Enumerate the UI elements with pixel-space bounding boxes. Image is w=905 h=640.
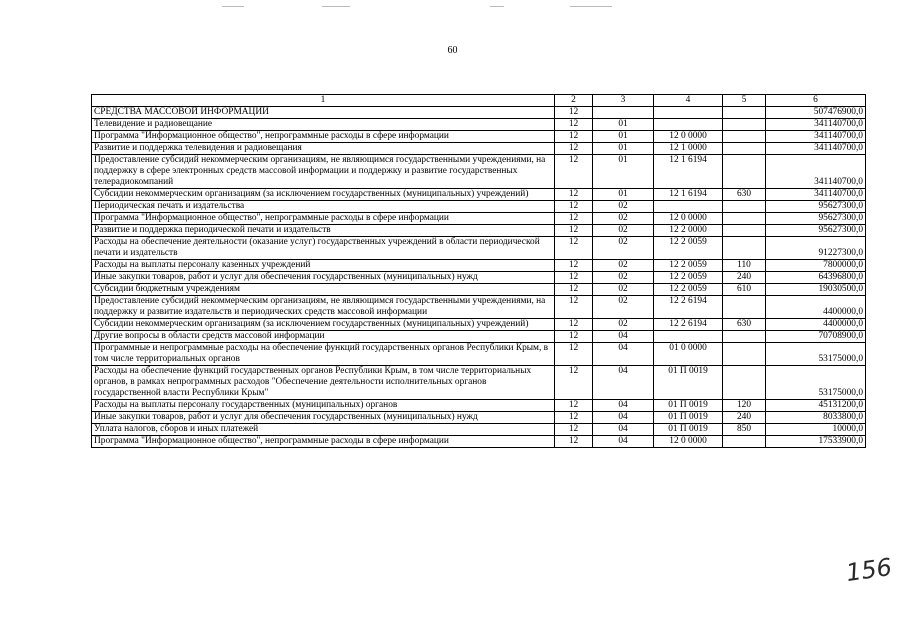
amount-cell: 70708900,0 [766, 331, 866, 343]
header-cell: 3 [593, 95, 654, 107]
expense-type-code-cell: 630 [723, 319, 766, 331]
subsection-code-cell: 04 [593, 343, 654, 366]
amount-cell: 95627300,0 [766, 213, 866, 225]
section-code-cell: 12 [555, 131, 593, 143]
row-name-cell: СРЕДСТВА МАССОВОЙ ИНФОРМАЦИИ [92, 107, 555, 119]
amount-cell: 45131200,0 [766, 400, 866, 412]
target-article-code-cell: 01 П 0019 [654, 400, 723, 412]
header-row [92, 95, 866, 107]
row-name-cell: Телевидение и радиовещание [92, 119, 555, 131]
section-code-cell: 12 [555, 343, 593, 366]
subsection-code-cell: 04 [593, 366, 654, 400]
amount-cell: 64396800,0 [766, 272, 866, 284]
target-article-code-cell [654, 331, 723, 343]
header-cell: 6 [766, 95, 866, 107]
section-code-cell: 12 [555, 366, 593, 400]
subsection-code-cell: 02 [593, 225, 654, 237]
subsection-code-cell: 04 [593, 436, 654, 448]
table-row [92, 213, 866, 225]
expense-type-code-cell [723, 225, 766, 237]
section-code-cell: 12 [555, 331, 593, 343]
header-cell: 5 [723, 95, 766, 107]
scan-artifact [322, 6, 350, 7]
row-name-cell: Субсидии некоммерческим организациям (за исключением государственных (муниципальных) учреждений) [92, 189, 555, 201]
amount-cell: 341140700,0 [766, 155, 866, 189]
table-row [92, 296, 866, 319]
table-row [92, 189, 866, 201]
section-code-cell: 12 [555, 213, 593, 225]
target-article-code-cell: 12 2 0059 [654, 260, 723, 272]
budget-table [91, 94, 866, 448]
section-code-cell: 12 [555, 436, 593, 448]
target-article-code-cell: 01 П 0019 [654, 412, 723, 424]
subsection-code-cell: 01 [593, 143, 654, 155]
section-code-cell: 12 [555, 107, 593, 119]
row-name-cell: Предоставление субсидий некоммерческим организациям, не являющимся государственными учреждениями, на поддержку в сфере электронных средств массовой информации и поддержку и развитие государственных телерадиокомпаний [92, 155, 555, 189]
expense-type-code-cell: 850 [723, 424, 766, 436]
expense-type-code-cell: 240 [723, 412, 766, 424]
amount-cell: 4400000,0 [766, 319, 866, 331]
subsection-code-cell: 02 [593, 260, 654, 272]
row-name-cell: Программные и непрограммные расходы на обеспечение функций государственных органов Республики Крым, в том числе территориальных органов [92, 343, 555, 366]
expense-type-code-cell: 610 [723, 284, 766, 296]
subsection-code-cell: 02 [593, 284, 654, 296]
amount-cell: 53175000,0 [766, 366, 866, 400]
target-article-code-cell: 12 1 6194 [654, 189, 723, 201]
header-cell: 4 [654, 95, 723, 107]
expense-type-code-cell [723, 436, 766, 448]
target-article-code-cell: 12 1 6194 [654, 155, 723, 189]
target-article-code-cell: 12 2 0000 [654, 225, 723, 237]
table-row [92, 237, 866, 260]
scan-artifact [222, 6, 244, 7]
header-cell: 2 [555, 95, 593, 107]
target-article-code-cell: 01 0 0000 [654, 343, 723, 366]
section-code-cell: 12 [555, 400, 593, 412]
amount-cell: 7800000,0 [766, 260, 866, 272]
target-article-code-cell: 01 П 0019 [654, 366, 723, 400]
row-name-cell: Программа "Информационное общество", непрограммные расходы в сфере информации [92, 436, 555, 448]
target-article-code-cell [654, 119, 723, 131]
section-code-cell: 12 [555, 260, 593, 272]
section-code-cell: 12 [555, 119, 593, 131]
section-code-cell: 12 [555, 143, 593, 155]
amount-cell: 19030500,0 [766, 284, 866, 296]
expense-type-code-cell [723, 237, 766, 260]
expense-type-code-cell [723, 296, 766, 319]
row-name-cell: Развитие и поддержка периодической печати и издательств [92, 225, 555, 237]
table-row [92, 400, 866, 412]
subsection-code-cell: 04 [593, 424, 654, 436]
scan-artifact [490, 6, 504, 7]
subsection-code-cell: 02 [593, 319, 654, 331]
section-code-cell: 12 [555, 201, 593, 213]
target-article-code-cell: 12 2 6194 [654, 296, 723, 319]
table-row [92, 225, 866, 237]
table-row [92, 272, 866, 284]
section-code-cell: 12 [555, 296, 593, 319]
subsection-code-cell: 04 [593, 400, 654, 412]
row-name-cell: Иные закупки товаров, работ и услуг для обеспечения государственных (муниципальных) нужд [92, 272, 555, 284]
expense-type-code-cell [723, 201, 766, 213]
section-code-cell: 12 [555, 225, 593, 237]
expense-type-code-cell [723, 143, 766, 155]
section-code-cell: 12 [555, 412, 593, 424]
row-name-cell: Предоставление субсидий некоммерческим организациям, не являющимся государственными учреждениями, на поддержку и развитие издательств и периодических средств массовой информации [92, 296, 555, 319]
handwritten-page-mark: 156 [844, 552, 894, 588]
row-name-cell: Программа "Информационное общество", непрограммные расходы в сфере информации [92, 131, 555, 143]
section-code-cell: 12 [555, 189, 593, 201]
subsection-code-cell: 01 [593, 119, 654, 131]
target-article-code-cell: 12 0 0000 [654, 436, 723, 448]
subsection-code-cell: 02 [593, 237, 654, 260]
table-row [92, 412, 866, 424]
scan-artifact [570, 6, 612, 7]
row-name-cell: Субсидии бюджетным учреждениям [92, 284, 555, 296]
subsection-code-cell: 02 [593, 272, 654, 284]
subsection-code-cell: 04 [593, 331, 654, 343]
table-row [92, 319, 866, 331]
target-article-code-cell: 12 2 0059 [654, 237, 723, 260]
amount-cell: 4400000,0 [766, 296, 866, 319]
expense-type-code-cell [723, 155, 766, 189]
subsection-code-cell: 01 [593, 155, 654, 189]
target-article-code-cell: 12 0 0000 [654, 213, 723, 225]
section-code-cell: 12 [555, 237, 593, 260]
row-name-cell: Уплата налогов, сборов и иных платежей [92, 424, 555, 436]
section-code-cell: 12 [555, 272, 593, 284]
table-row [92, 436, 866, 448]
expense-type-code-cell [723, 131, 766, 143]
table-row [92, 119, 866, 131]
amount-cell: 53175000,0 [766, 343, 866, 366]
target-article-code-cell [654, 201, 723, 213]
target-article-code-cell: 12 2 0059 [654, 284, 723, 296]
row-name-cell: Развитие и поддержка телевидения и радиовещания [92, 143, 555, 155]
row-name-cell: Другие вопросы в области средств массовой информации [92, 331, 555, 343]
amount-cell: 341140700,0 [766, 189, 866, 201]
amount-cell: 341140700,0 [766, 131, 866, 143]
section-code-cell: 12 [555, 284, 593, 296]
page-number: 60 [447, 45, 458, 56]
amount-cell: 95627300,0 [766, 225, 866, 237]
expense-type-code-cell [723, 119, 766, 131]
target-article-code-cell [654, 107, 723, 119]
expense-type-code-cell: 120 [723, 400, 766, 412]
target-article-code-cell: 12 2 6194 [654, 319, 723, 331]
amount-cell: 341140700,0 [766, 143, 866, 155]
table-row [92, 343, 866, 366]
section-code-cell: 12 [555, 155, 593, 189]
row-name-cell: Субсидии некоммерческим организациям (за исключением государственных (муниципальных) учреждений) [92, 319, 555, 331]
table-row [92, 131, 866, 143]
target-article-code-cell: 01 П 0019 [654, 424, 723, 436]
expense-type-code-cell [723, 366, 766, 400]
row-name-cell: Расходы на выплаты персоналу казенных учреждений [92, 260, 555, 272]
amount-cell: 95627300,0 [766, 201, 866, 213]
header-cell: 1 [92, 95, 555, 107]
table-row [92, 284, 866, 296]
section-code-cell: 12 [555, 424, 593, 436]
row-name-cell: Расходы на обеспечение функций государственных органов Республики Крым, в том числе территориальных органов, в рамках непрограммных расходов "Обеспечение деятельности исполнительных органов государственной власти Республики Крым" [92, 366, 555, 400]
amount-cell: 17533900,0 [766, 436, 866, 448]
expense-type-code-cell [723, 107, 766, 119]
row-name-cell: Программа "Информационное общество", непрограммные расходы в сфере информации [92, 213, 555, 225]
table-row [92, 424, 866, 436]
target-article-code-cell: 12 0 0000 [654, 131, 723, 143]
target-article-code-cell: 12 1 0000 [654, 143, 723, 155]
expense-type-code-cell [723, 343, 766, 366]
subsection-code-cell: 04 [593, 412, 654, 424]
table-row [92, 107, 866, 119]
amount-cell: 8033800,0 [766, 412, 866, 424]
subsection-code-cell: 01 [593, 189, 654, 201]
subsection-code-cell [593, 107, 654, 119]
row-name-cell: Расходы на обеспечение деятельности (оказание услуг) государственных учреждений в области периодической печати и издательств [92, 237, 555, 260]
amount-cell: 341140700,0 [766, 119, 866, 131]
subsection-code-cell: 02 [593, 213, 654, 225]
expense-type-code-cell: 240 [723, 272, 766, 284]
subsection-code-cell: 02 [593, 296, 654, 319]
table-row [92, 260, 866, 272]
expense-type-code-cell [723, 213, 766, 225]
section-code-cell: 12 [555, 319, 593, 331]
row-name-cell: Периодическая печать и издательства [92, 201, 555, 213]
table-row [92, 331, 866, 343]
row-name-cell: Расходы на выплаты персоналу государственных (муниципальных) органов [92, 400, 555, 412]
row-name-cell: Иные закупки товаров, работ и услуг для обеспечения государственных (муниципальных) нужд [92, 412, 555, 424]
table-row [92, 143, 866, 155]
amount-cell: 91227300,0 [766, 237, 866, 260]
subsection-code-cell: 01 [593, 131, 654, 143]
subsection-code-cell: 02 [593, 201, 654, 213]
amount-cell: 10000,0 [766, 424, 866, 436]
expense-type-code-cell: 110 [723, 260, 766, 272]
target-article-code-cell: 12 2 0059 [654, 272, 723, 284]
amount-cell: 507476900,0 [766, 107, 866, 119]
table-row [92, 201, 866, 213]
expense-type-code-cell [723, 331, 766, 343]
table-row [92, 155, 866, 189]
table-row [92, 366, 866, 400]
expense-type-code-cell: 630 [723, 189, 766, 201]
